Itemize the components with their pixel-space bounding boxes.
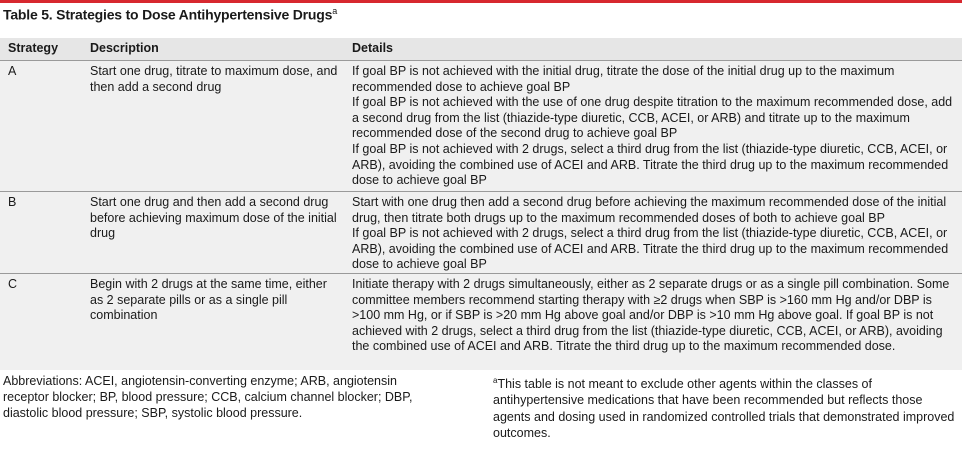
details-paragraph: If goal BP is not achieved with the use of one drug despite titration to the maximum recommended dose, add a second drug from the list (thiazide-type diuretic, CCB, ACEI, or ARB) and titrate up to the maximum recommended dose of the second drug to achieve goal BP — [352, 95, 953, 141]
table-body — [0, 61, 962, 370]
details-cell — [352, 64, 958, 189]
table-header-row — [0, 38, 962, 61]
table-row — [0, 61, 962, 192]
column-header-details: Details — [352, 41, 393, 55]
details-paragraph: If goal BP is not achieved with 2 drugs, select a third drug from the list (thiazide-type diuretic, CCB, ACEI, or ARB), avoiding the combined use of ACEI and ARB. Titrate the third drug up to the maximum recommended dose to achieve goal BP — [352, 226, 949, 272]
strategy-cell: B — [8, 195, 17, 209]
column-header-strategy: Strategy — [8, 41, 59, 55]
top-accent-bar — [0, 0, 962, 3]
table-title: Table 5. Strategies to Dose Antihypertensive Drugs$^a$ — [3, 6, 338, 23]
abbreviations-note: Abbreviations: ACEI, angiotensin-converting enzyme; ARB, angiotensin receptor blocker; BP, blood pressure; CCB, calcium channel blocker; DBP, diastolic blood pressure; SBP, systolic blood pressure. — [3, 374, 413, 421]
description-cell: Start one drug and then add a second drug before achieving maximum dose of the initial drug — [90, 195, 337, 241]
strategy-cell: C — [8, 277, 18, 291]
table-row — [0, 274, 962, 370]
table-row — [0, 192, 962, 274]
description-cell: Start one drug, titrate to maximum dose, and then add a second drug — [90, 64, 338, 94]
footnote: $^a$This table is not meant to exclude other agents within the classes of antihypertensive medications that have been recommended but reflects those agents and dosing used in randomized controlled trials that demonstrated improved outcomes. — [493, 376, 955, 440]
details-cell — [352, 277, 958, 355]
details-paragraph: Start with one drug then add a second drug before achieving the maximum recommended dose of the initial drug, then titrate both drugs up to the maximum recommended doses of both to achieve goal BP — [352, 195, 947, 225]
details-paragraph: If goal BP is not achieved with the initial drug, titrate the dose of the initial drug up to the maximum recommended dose to achieve goal BP — [352, 64, 895, 94]
description-cell: Begin with 2 drugs at the same time, either as 2 separate pills or as a single pill combination — [90, 277, 327, 323]
details-paragraph: Initiate therapy with 2 drugs simultaneously, either as 2 separate drugs or as a single pill combination. Some committee members recommend starting therapy with ≥2 drugs when SBP is >160 mm Hg and/or DBP is >100 mm Hg, or if SBP is >20 mm Hg above goal and/or DBP is >10 mm Hg above goal. If goal BP is not achieved with 2 drugs, select a third drug from the list (thiazide-type diuretic, CCB, ACEI, or ARB), avoiding the combined use of ACEI and ARB. Titrate the third drug up to the maximum recommended dose. — [352, 277, 950, 354]
details-cell — [352, 195, 958, 273]
column-header-description: Description — [90, 41, 159, 55]
strategy-cell: A — [8, 64, 17, 78]
details-paragraph: If goal BP is not achieved with 2 drugs, select a third drug from the list (thiazide-type diuretic, CCB, ACEI, or ARB), avoiding the combined use of ACEI and ARB. Titrate the third drug up to the maximum recommended dose to achieve goal BP — [352, 141, 949, 188]
